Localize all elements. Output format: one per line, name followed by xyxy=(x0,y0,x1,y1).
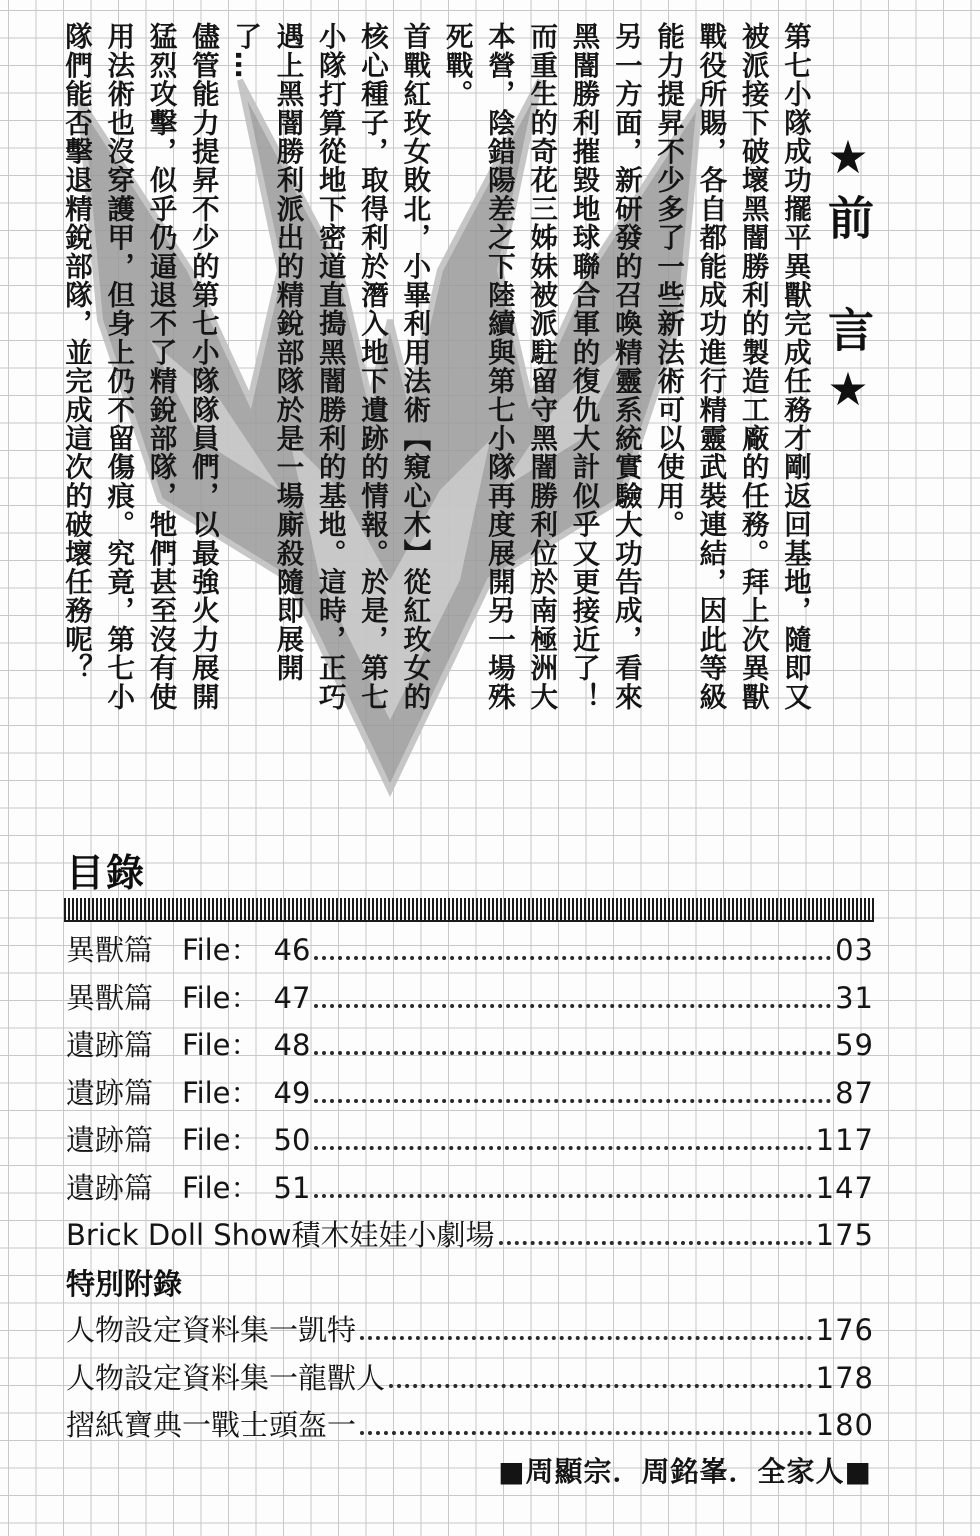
toc-leader-dots xyxy=(314,1194,811,1198)
table-of-contents xyxy=(66,928,874,1451)
toc-entry-label: 遺跡篇 File： xyxy=(66,1170,260,1205)
toc-entry-file-number: 49 xyxy=(273,1075,311,1110)
toc-entry-page: 147 xyxy=(815,1170,874,1205)
credits-line: ■周顯宗．周銘峯．全家人■ xyxy=(498,1455,872,1488)
toc-entry-label: 異獸篇 File： xyxy=(66,933,260,967)
toc-entry-label: 遺跡篇 File： xyxy=(66,1123,260,1157)
toc-entry-label: 遺跡篇 File： xyxy=(66,1075,260,1110)
toc-entry xyxy=(66,1071,874,1119)
toc-special-entry xyxy=(66,1403,874,1451)
toc-entry-page: 178 xyxy=(815,1360,874,1395)
toc-entry xyxy=(66,928,874,976)
toc-entry-label: 遺跡篇 File： xyxy=(66,1028,260,1062)
toc-entry-page: 180 xyxy=(815,1408,874,1442)
toc-entry-label: 摺紙寶典一戰士頭盔一 xyxy=(66,1408,357,1442)
toc-entry xyxy=(66,1023,874,1071)
toc-leader-dots xyxy=(314,1051,831,1055)
toc-entry-page: 175 xyxy=(815,1218,874,1252)
toc-entry-file-number: 50 xyxy=(273,1123,311,1157)
toc-entry-label: 人物設定資料集一凱特 xyxy=(66,1313,357,1347)
toc-entry xyxy=(66,1118,874,1166)
toc-entry-page: 31 xyxy=(835,980,874,1015)
toc-divider xyxy=(64,898,874,920)
toc-leader-dots xyxy=(314,1004,831,1008)
toc-entry-page: 03 xyxy=(835,933,874,967)
toc-heading: 目錄 xyxy=(66,851,147,895)
toc-leader-dots xyxy=(314,1099,831,1103)
toc-leader-dots xyxy=(499,1241,812,1245)
toc-entry-label: Brick Doll Show積木娃娃小劇場 xyxy=(66,1218,495,1252)
toc-entry-file-number: 51 xyxy=(273,1170,311,1205)
toc-entry xyxy=(66,1213,874,1261)
toc-special-entry xyxy=(66,1308,874,1356)
preface-paragraph: 第七小隊成功擺平異獸完成任務才剛返回基地，隨即又被派接下破壞黑闇勝利的製造工廠的任務。拜上次異獸戰役所賜，各自都能成功進行精靈武裝連結，因此等級能力提昇不少多了一些新法術可以使用。 xyxy=(652,22,811,711)
toc-leader-dots xyxy=(360,1336,812,1340)
preface-body xyxy=(55,22,816,734)
preface-title: ★前 言★ xyxy=(821,130,875,426)
toc-leader-dots xyxy=(389,1384,812,1388)
preface-paragraph: 儘管能力提昇不少的第七小隊隊員們，以最強火力展開猛烈攻擊，似乎仍逼退不了精銳部隊，牠們甚至沒有使用法術也沒穿護甲，但身上仍不留傷痕。究竟，第七小隊們能否擊退精銳部隊，並完成這次的破壞任務呢？ xyxy=(59,22,219,711)
toc-entry-page: 117 xyxy=(815,1123,874,1157)
toc-entry-label: 異獸篇 File： xyxy=(66,980,260,1015)
toc-entry xyxy=(66,976,874,1024)
toc-entry-file-number: 46 xyxy=(273,933,311,967)
toc-entry-page: 59 xyxy=(835,1028,874,1062)
toc-entry-page: 176 xyxy=(815,1313,874,1347)
toc-leader-dots xyxy=(314,1146,811,1150)
preface-paragraph: 首戰紅玫女敗北，小畢利用法術【窺心木】從紅玫女的核心種子，取得利於潛入地下遺跡的情報。於是，第七小隊打算從地下密道直搗黑闇勝利的基地。這時，正巧遇上黑闇勝利派出的精銳部隊於是一場廝殺隨即展開了… xyxy=(229,22,431,711)
toc-entry-file-number: 47 xyxy=(273,980,311,1015)
toc-entry-label: 人物設定資料集一龍獸人 xyxy=(66,1360,386,1395)
toc-entry-file-number: 48 xyxy=(273,1028,311,1062)
toc-special-heading: 特別附錄 xyxy=(66,1266,183,1301)
toc-leader-dots xyxy=(314,956,831,960)
toc-leader-dots xyxy=(360,1431,812,1435)
toc-entry xyxy=(66,1166,874,1214)
toc-entry-page: 87 xyxy=(835,1075,874,1110)
toc-special-entry xyxy=(66,1356,874,1404)
preface-paragraph: 另一方面，新研發的召喚精靈系統實驗大功告成，看來黑闇勝利摧毀地球聯合軍的復仇大計似乎又更接近了！而重生的奇花三姊妹被派駐留守黑闇勝利位於南極洲大本營，陰錯陽差之下陸續與第七小隊再度展開另一場殊死戰。 xyxy=(440,22,642,711)
